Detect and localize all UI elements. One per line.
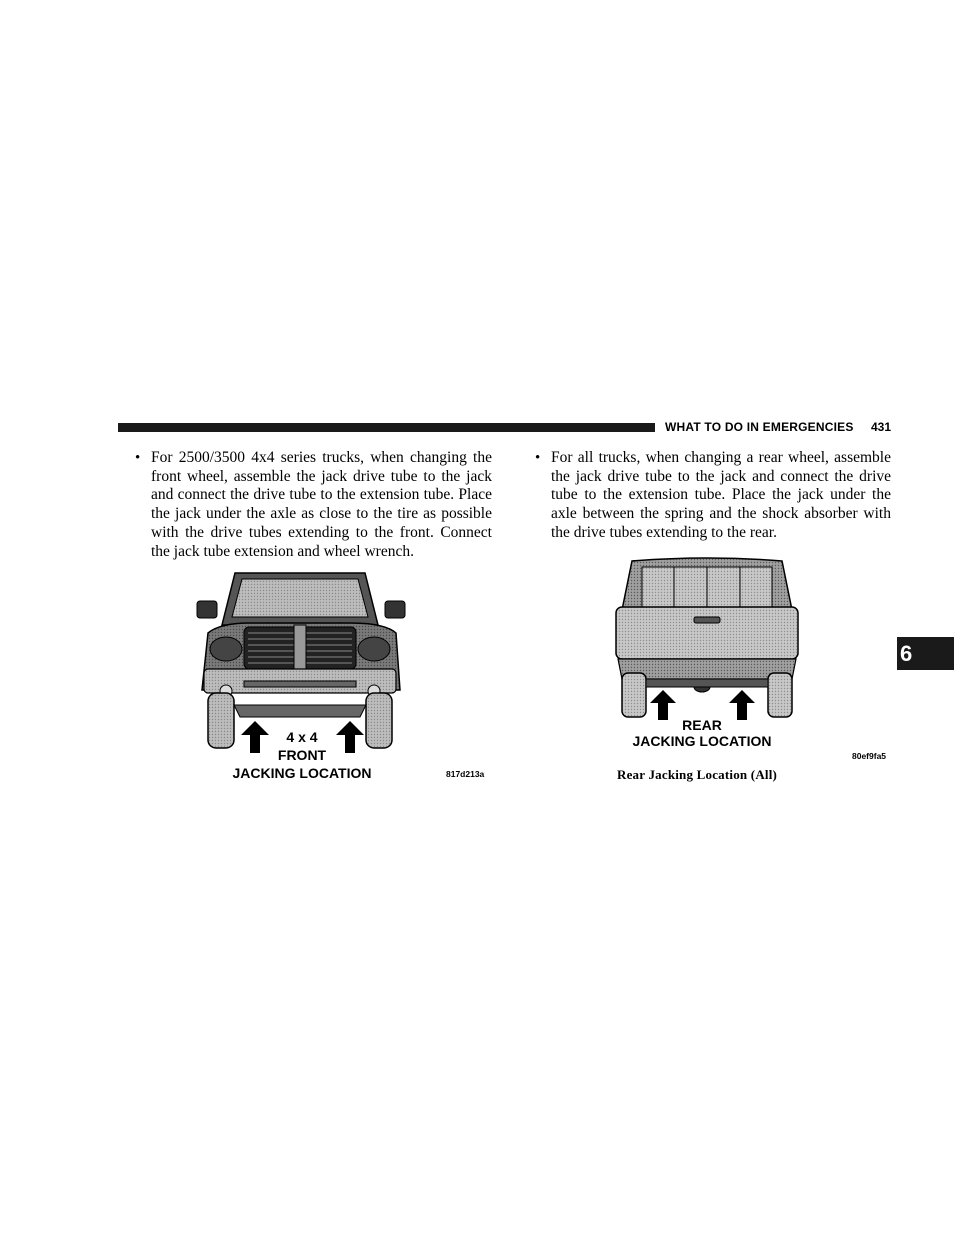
front-label-4x4: 4 x 4	[286, 729, 318, 745]
chapter-number: 6	[900, 641, 913, 666]
rear-jack-arrow-right-icon	[729, 690, 755, 720]
front-label-front: FRONT	[277, 747, 327, 763]
rear-truck-illustration	[612, 555, 802, 725]
rear-figure-caption: Rear Jacking Location (All)	[617, 767, 778, 782]
header-rule	[118, 423, 655, 432]
front-label-jacking-location: JACKING LOCATION	[232, 765, 372, 781]
rear-wheel-text: For all trucks, when changing a rear wheel, assemble the jack drive tube to the jack and connect the drive tube to the extension tube. Place the jack under the axle between the spring and the shock absorber with the drive tubes extending to the rear.	[551, 449, 891, 541]
page-number: 431	[871, 420, 892, 434]
front-wheel-instructions	[135, 449, 492, 561]
rear-wheel-instructions	[535, 449, 891, 543]
rear-jack-arrow-left-icon	[650, 690, 676, 720]
bullet-icon: •	[535, 450, 541, 466]
rear-figure-code: 80ef9fa5	[852, 751, 887, 761]
rear-label-jacking-location: JACKING LOCATION	[632, 733, 772, 749]
section-title: WHAT TO DO IN EMERGENCIES	[665, 420, 854, 434]
front-wheel-text: For 2500/3500 4x4 series trucks, when changing the front wheel, assemble the jack drive tube to the jack and connect the drive tube to the extension tube. Place the jack under the axle as close to the tire as possible with the drive tubes extending to the front. Connect the jack tube extension and wheel wrench.	[151, 449, 492, 560]
bullet-icon: •	[135, 450, 141, 466]
rear-label-rear: REAR	[682, 717, 722, 733]
front-truck-illustration	[190, 565, 420, 755]
front-figure-code: 817d213a	[446, 769, 485, 779]
